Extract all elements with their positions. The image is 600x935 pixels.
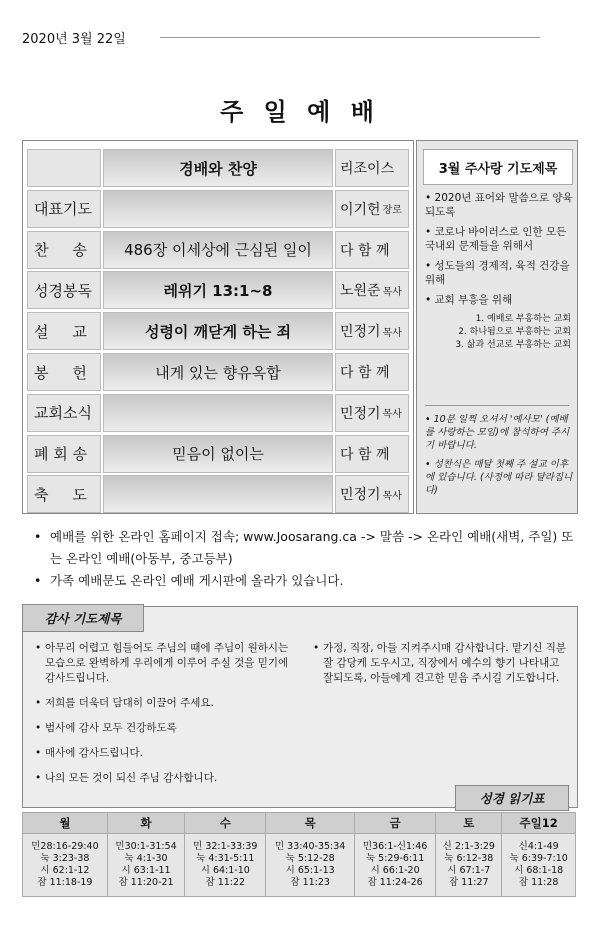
service-label: 봉 헌 — [27, 353, 101, 391]
thanks-item: • 저희를 더욱더 담대히 이끌어 주세요. — [35, 696, 290, 711]
thanksgiving-box — [22, 606, 578, 808]
reading-line: 눅 5:29-6:11 — [365, 853, 425, 864]
reading-day: 토 — [436, 813, 502, 834]
service-item: 레위기 13:1~8 — [103, 271, 333, 309]
reading-day: 월 — [23, 813, 108, 834]
reading-line: 눅 5:12-28 — [285, 853, 335, 864]
thanks-item: • 매사에 감사드립니다. — [35, 746, 290, 761]
service-row — [23, 145, 413, 191]
thanks-item: • 나의 모든 것이 되신 주님 감사합니다. — [35, 771, 290, 786]
reading-body-row — [23, 834, 576, 897]
leader-title: 목사 — [382, 286, 402, 298]
thanks-item: • 아무리 어렵고 힘들어도 주님의 때에 주님이 원하시는 모습으로 완벽하게 우리에게 이루어 주실 것을 믿기에 감사드립니다. — [35, 641, 290, 686]
reading-line: 잠 11:18-19 — [37, 877, 93, 888]
prayer-list — [425, 191, 575, 352]
reading-line: 민30:1-31:54 — [115, 841, 177, 852]
reading-cell — [185, 834, 266, 897]
reading-day: 금 — [354, 813, 435, 834]
monthly-prayer-box — [416, 140, 578, 514]
leader-title: 목사 — [382, 490, 402, 502]
service-label: 폐 회 송 — [27, 435, 101, 473]
page-title: 주 일 예 배 — [220, 98, 380, 126]
service-item — [103, 394, 333, 432]
leader-title: 장로 — [382, 205, 402, 217]
service-row — [23, 227, 413, 273]
reading-day: 주일12 — [502, 813, 576, 834]
reading-line: 잠 11:20-21 — [118, 877, 174, 888]
prayer-divider — [425, 405, 569, 406]
prayer-notes — [425, 413, 573, 503]
service-leader: 다 함 께 — [335, 231, 409, 269]
service-item — [103, 475, 333, 513]
reading-cell — [107, 834, 184, 897]
leader-title: 목사 — [382, 409, 402, 421]
service-label: 찬 송 — [27, 231, 101, 269]
service-label: 설 교 — [27, 312, 101, 350]
service-item: 내게 있는 향유옥합 — [103, 353, 333, 391]
reading-line: 시 67:1-7 — [447, 865, 491, 876]
thanksgiving-left-column — [35, 641, 290, 796]
service-row — [23, 471, 413, 517]
service-label: 성경봉독 — [27, 271, 101, 309]
reading-line: 신 2:1-3:29 — [442, 841, 495, 852]
service-leader: 리조이스 — [335, 149, 409, 187]
reading-line: 시 62:1-12 — [40, 865, 90, 876]
prayer-note: • 성찬식은 매달 첫째 주 설교 이후에 있습니다. (사정에 따라 달라집니다) — [425, 459, 573, 496]
service-leader: 민정기 목사 — [335, 312, 409, 350]
reading-line: 눅 6:12-38 — [444, 853, 494, 864]
service-leader: 다 함 께 — [335, 435, 409, 473]
prayer-item: • 교회 부흥을 위해 — [425, 294, 513, 306]
service-row — [23, 390, 413, 436]
service-leader: 다 함 께 — [335, 353, 409, 391]
reading-line: 잠 11:23 — [290, 877, 330, 888]
service-leader: 민정기 목사 — [335, 475, 409, 513]
prayer-subitem: 2. 하나됨으로 부흥하는 교회 — [458, 327, 571, 337]
prayer-note: • 10분 일찍 오셔서 '예사모' (예배를 사랑하는 모임)에 참석하여 주시기 바랍니다. — [425, 414, 570, 451]
reading-line: 잠 11:24-26 — [367, 877, 423, 888]
service-leader: 이기헌 장로 — [335, 190, 409, 228]
reading-day: 화 — [107, 813, 184, 834]
reading-line: 민28:16-29:40 — [31, 841, 99, 852]
reading-line: 눅 4:1-30 — [124, 853, 168, 864]
thanksgiving-right-column — [313, 641, 571, 696]
reading-line: 눅 3:23-38 — [40, 853, 90, 864]
reading-line: 눅 6:39-7:10 — [509, 853, 568, 864]
prayer-item: • 성도들의 경제적, 육적 건강을 위해 — [425, 260, 570, 286]
service-leader: 노원준 목사 — [335, 271, 409, 309]
reading-line: 시 66:1-20 — [370, 865, 420, 876]
reading-line: 시 68:1-18 — [514, 865, 564, 876]
service-row — [23, 267, 413, 313]
bible-reading-table — [22, 812, 576, 897]
service-item: 성령이 깨닫게 하는 죄 — [103, 312, 333, 350]
prayer-subitem: 1. 예배로 부흥하는 교회 — [475, 314, 571, 324]
reading-cell — [23, 834, 108, 897]
prayer-title: 3월 주사랑 기도제목 — [423, 149, 573, 185]
service-leader: 민정기 목사 — [335, 394, 409, 432]
service-label — [27, 149, 101, 187]
reading-line: 눅 4:31-5:11 — [196, 853, 255, 864]
reading-line: 시 63:1-11 — [121, 865, 171, 876]
notices — [34, 526, 574, 592]
reading-line: 시 64:1-10 — [200, 865, 250, 876]
reading-line: 민 33:40-35:34 — [274, 841, 346, 852]
reading-line: 잠 11:22 — [205, 877, 246, 888]
order-of-service — [22, 140, 414, 514]
header-divider — [160, 37, 540, 38]
reading-line: 잠 11:27 — [448, 877, 489, 888]
prayer-item: • 2020년 표어와 말씀으로 양육되도록 — [425, 192, 573, 218]
thanksgiving-title: 감사 기도제목 — [22, 604, 144, 632]
prayer-subitem: 3. 삶과 선교로 부흥하는 교회 — [455, 340, 571, 350]
service-item: 경배와 찬양 — [103, 149, 333, 187]
reading-day: 수 — [185, 813, 266, 834]
reading-cell — [502, 834, 576, 897]
service-item — [103, 190, 333, 228]
service-row — [23, 349, 413, 395]
reading-line: 신4:1-49 — [518, 841, 559, 852]
reading-line: 잠 11:28 — [518, 877, 559, 888]
leader-title: 목사 — [382, 327, 402, 339]
service-item: 믿음이 없이는 — [103, 435, 333, 473]
reading-line: 민36:1-신1:46 — [362, 841, 428, 852]
service-row — [23, 431, 413, 477]
service-row — [23, 308, 413, 354]
service-label: 교회소식 — [27, 394, 101, 432]
reading-line: 민 32:1-33:39 — [193, 841, 258, 852]
service-label: 대표기도 — [27, 190, 101, 228]
thanks-item: • 가정, 직장, 아들 지켜주시매 감사합니다. 맡기신 직분 잘 감당케 도우시고, 직장에서 예수의 향기 나타내고 잘되도록, 아들에게 견고한 믿음 주시길 기도합니다. — [313, 641, 571, 686]
thanks-item: • 범사에 감사 모두 건강하도록 — [35, 721, 290, 736]
reading-cell — [436, 834, 502, 897]
prayer-item: • 코로나 바이러스로 인한 모든 국내외 문제들을 위해서 — [425, 226, 567, 252]
notice-item: • 예배를 위한 온라인 홈페이지 접속; www.Joosarang.ca -> 말씀 -> 온라인 예배(새벽, 주일) 또는 온라인 예배(아동부, 중고등부) — [34, 526, 574, 570]
service-row — [23, 186, 413, 232]
service-label: 축 도 — [27, 475, 101, 513]
bulletin-date: 2020년 3월 22일 — [22, 32, 126, 47]
reading-cell — [354, 834, 435, 897]
reading-cell — [266, 834, 355, 897]
reading-line: 시 65:1-13 — [285, 865, 335, 876]
notice-item: • 가족 예배문도 온라인 예배 게시판에 올라가 있습니다. — [34, 570, 574, 592]
reading-header-row — [23, 813, 576, 834]
reading-day: 목 — [266, 813, 355, 834]
bible-reading-title: 성경 읽기표 — [455, 785, 569, 811]
service-item: 486장 이세상에 근심된 일이 — [103, 231, 333, 269]
